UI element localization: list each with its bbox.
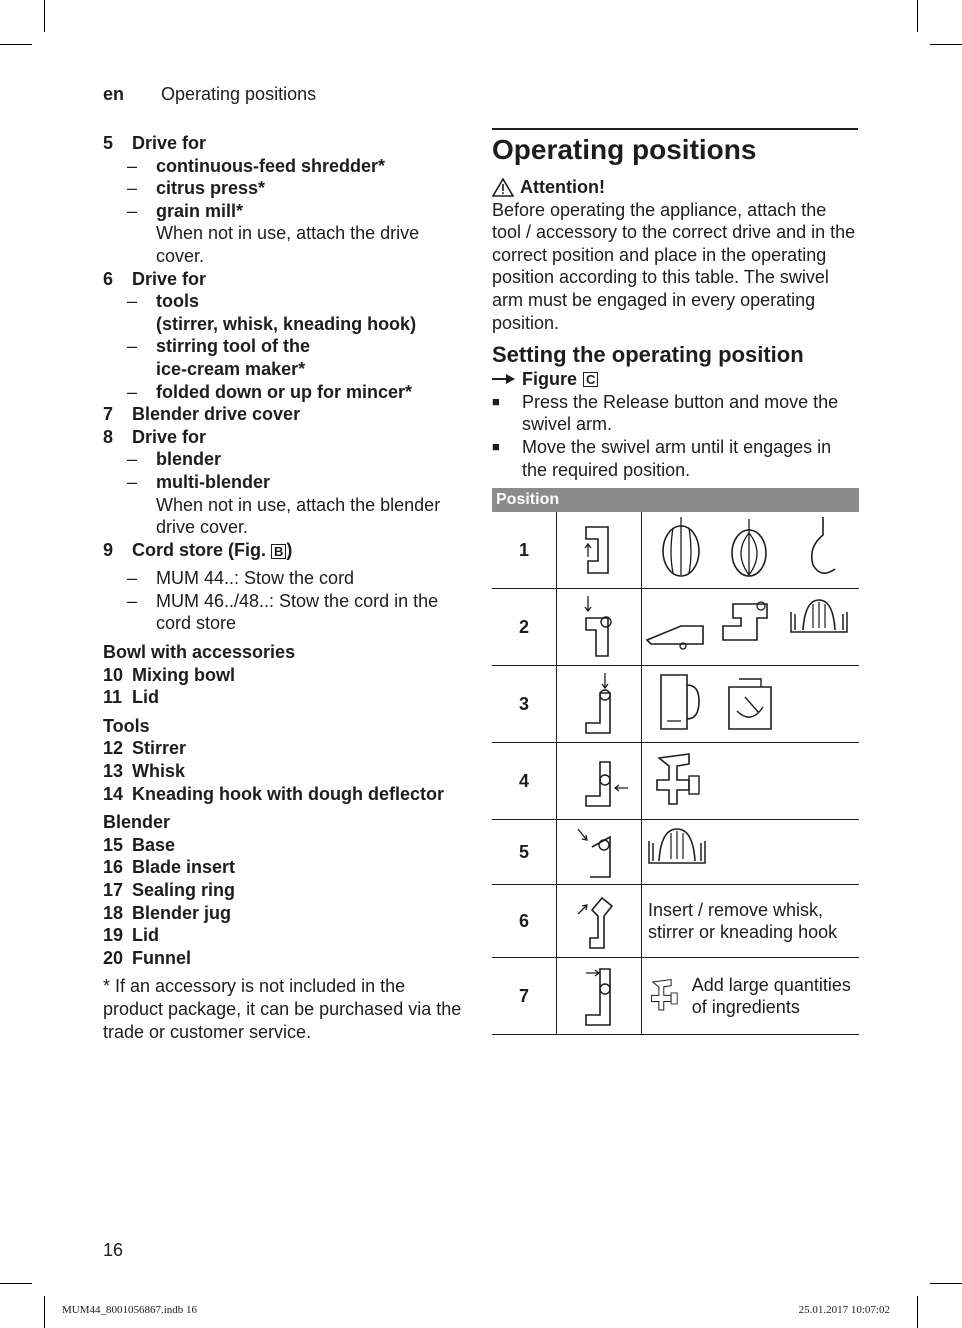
sub-item: – citrus press* <box>127 178 266 199</box>
table-row: 5 <box>492 820 859 885</box>
row7-note: Add large quantities of ingredients <box>691 975 851 1017</box>
mincer-icon <box>643 959 686 1033</box>
page-header <box>103 84 316 105</box>
list-item: 14 Kneading hook with dough deflector <box>103 783 444 804</box>
table-row: 4 <box>492 743 859 820</box>
crop-mark <box>0 1283 32 1284</box>
note: When not in use, attach the drive cover. <box>156 223 420 266</box>
figure-letter: C <box>583 372 598 387</box>
list-item: 9 Cord store (Fig. B ) <box>103 539 293 560</box>
list-item: 5 Drive for <box>103 133 207 153</box>
section-heading: Tools <box>103 715 150 736</box>
list-item: 8 Drive for <box>103 426 207 447</box>
crop-mark <box>930 44 962 45</box>
table-row: 7 Add large quantities of ingredients <box>492 958 859 1035</box>
list-item: ■ Move the swivel arm until it engages in the required position. <box>492 436 832 480</box>
attention-text: Before operating the appliance, attach the tool / accessory to the correct drive and in the correct position and place in the operating position according to this table. The swivel arm must be engaged in every operating position. <box>492 199 856 333</box>
sub-item: – MUM 44..: Stow the cord <box>127 568 355 589</box>
table-header: Position <box>492 488 859 512</box>
crop-mark <box>917 0 918 32</box>
citrus-press-icon <box>643 821 853 883</box>
crop-mark <box>930 1283 962 1284</box>
list-item: 13 Whisk <box>103 761 186 782</box>
crop-mark <box>44 1296 45 1328</box>
sub-item: – grain mill* <box>127 200 244 221</box>
parts-list: 5 Drive for – continuous-feed shredder* – citrus press* – grain mill* When not in use, attach the drive cover. 6 Drive for – tools (stirrer, whisk, kneading hook) – stirring tool of the ice-cream maker* – folded down or up for mincer* 7 Blender drive cover 8 Drive for – blender – multi-blender When not in use, attach the blender drive cover. 9 Cord store (Fig. B ) – MUM 44..: Stow the cord – MUM 46../48..: Stow the cord in the cord store Bowl with accessories 10 Mixing bowl 11 Lid Tools 12 Stirrer 13 Whisk 14 Kneading hook with dough deflector Blender 15 Base 16 Blade insert 17 Sealing ring 18 Blender jug 19 Lid 20 Funnel * If an accessory is not included in the product package, it can be purchased via the trade or customer service. <box>103 133 462 1042</box>
sub-item: – folded down or up for mincer* <box>127 381 412 402</box>
figure-letter: B <box>271 544 286 559</box>
section-title: Operating positions <box>492 134 757 165</box>
list-item: 7 Blender drive cover <box>103 404 301 425</box>
arrow-right-icon <box>492 373 516 385</box>
attention-heading: Attention! <box>492 176 858 199</box>
swivel-arm-tilted-up-icon <box>558 886 640 956</box>
section-heading: Bowl with accessories <box>103 642 296 663</box>
list-item: 18 Blender jug <box>103 902 232 923</box>
position-table <box>492 488 859 1035</box>
swivel-arm-raised-icon <box>558 667 640 741</box>
header-section: Operating positions <box>161 84 317 104</box>
subsection-title: Setting the operating position <box>492 342 804 368</box>
list-item: 6 Drive for <box>103 268 207 289</box>
table-row: 6 Insert / remove whisk, stirrer or kneading hook <box>492 885 859 958</box>
crop-mark <box>0 44 32 45</box>
mincer-icon <box>643 744 853 818</box>
list-item: 19 Lid <box>103 925 159 946</box>
footer-file: MUM44_8001056867.indb 16 <box>62 1304 198 1316</box>
swivel-arm-back-icon <box>558 959 640 1033</box>
sub-item: – MUM 46../48..: Stow the cord in the cord store <box>127 590 439 634</box>
table-row: 1 <box>492 512 859 589</box>
note: When not in use, attach the blender drive cover. <box>156 494 441 538</box>
operating-section <box>492 128 858 481</box>
warning-icon <box>492 178 514 197</box>
section-heading: Blender <box>103 812 171 833</box>
sub-item: – stirring tool of the <box>127 336 310 357</box>
sub-item: – blender <box>127 449 222 470</box>
figure-reference: Figure C <box>492 368 858 391</box>
list-item: ■ Press the Release button and move the swivel arm. <box>492 391 839 435</box>
list-item: 15 Base <box>103 834 176 855</box>
sub-item: – tools <box>127 291 199 312</box>
list-item: 17 Sealing ring <box>103 880 236 900</box>
list-item: 12 Stirrer <box>103 738 187 759</box>
footer-date: 25.01.2017 10:07:02 <box>798 1304 890 1316</box>
row6-note: Insert / remove whisk, stirrer or kneading hook <box>642 885 860 958</box>
list-item: 20 Funnel <box>103 947 191 968</box>
list-item: 10 Mixing bowl <box>103 664 235 685</box>
table-row: 2 <box>492 589 859 666</box>
blender-multiblender-icon <box>643 667 853 741</box>
swivel-arm-tilt-icon <box>558 821 640 883</box>
crop-mark <box>917 1296 918 1328</box>
swivel-arm-side-icon <box>558 744 640 818</box>
crop-mark <box>44 0 45 32</box>
list-item: 16 Blade insert <box>103 857 236 878</box>
whisk-stirrer-hook-icon <box>643 513 853 587</box>
sub-item: – multi-blender <box>127 471 271 492</box>
list-item: 11 Lid <box>103 687 159 708</box>
footnote: * If an accessory is not included in the product package, it can be purchased via the trade or customer service. <box>103 976 462 1042</box>
shredder-mill-press-icon <box>643 590 853 664</box>
table-row: 3 <box>492 666 859 743</box>
swivel-arm-down-icon <box>558 590 640 664</box>
swivel-arm-up-icon <box>558 513 640 587</box>
language-code: en <box>103 84 125 104</box>
page-number: 16 <box>103 1240 124 1260</box>
sub-item: – continuous-feed shredder* <box>127 155 386 176</box>
